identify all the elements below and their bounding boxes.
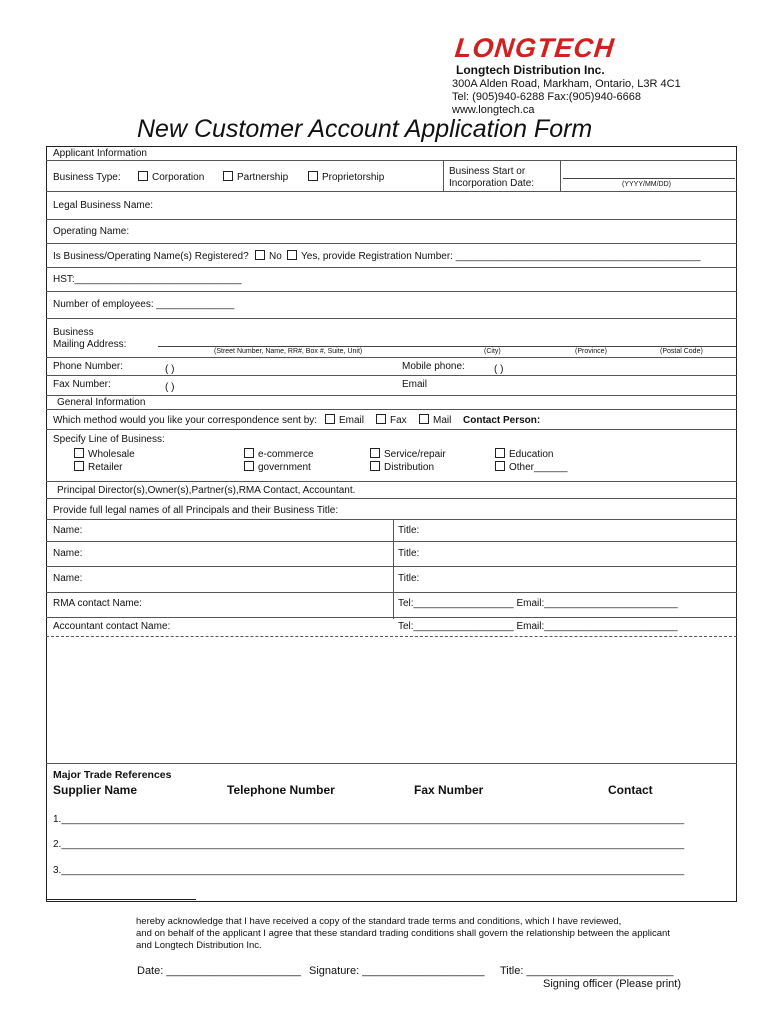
reference-row-1[interactable]: 1.________________________________________________________________________________________________________________ (53, 814, 685, 825)
col-contact: Contact (608, 783, 653, 797)
addr-postal-hint: (Postal Code) (660, 348, 703, 355)
section-principals: Principal Director(s),Owner(s),Partner(s),RMA Contact, Accountant. (57, 485, 356, 496)
operating-name-field[interactable]: Operating Name: (53, 226, 130, 237)
checkbox-icon[interactable] (74, 448, 84, 458)
rma-tel-email[interactable]: Tel:__________________ Email:________________________ (398, 598, 678, 609)
checkbox-icon[interactable] (255, 250, 265, 260)
method-mail[interactable]: Mail (419, 414, 451, 426)
line-other[interactable]: Other______ (495, 461, 567, 473)
checkbox-icon[interactable] (138, 171, 148, 181)
checkbox-icon[interactable] (325, 414, 335, 424)
email-field[interactable]: Email (402, 379, 428, 390)
business-type-corporation[interactable]: Corporation (138, 171, 204, 183)
principal-name-1[interactable]: Name: (53, 525, 83, 536)
mobile-field[interactable]: Mobile phone: (402, 361, 465, 372)
col-telephone-number: Telephone Number (227, 783, 335, 797)
correspondence-question: Which method would you like your correspondence sent by: (53, 415, 318, 426)
registered-no[interactable]: No (255, 250, 282, 262)
business-type-proprietorship[interactable]: Proprietorship (308, 171, 384, 183)
form-title: New Customer Account Application Form (137, 115, 593, 143)
registered-question: Is Business/Operating Name(s) Registered? (53, 251, 249, 262)
signature-field[interactable]: Signature: ____________________ (309, 965, 485, 977)
business-type-label: Business Type: (53, 172, 121, 183)
rma-contact-field[interactable]: RMA contact Name: (53, 598, 142, 609)
addr-street-hint: (Street Number, Name, RR#, Box #, Suite, Unit) (214, 348, 363, 355)
acknowledgement-line-1: hereby acknowledge that I have received a copy of the standard trade terms and conditions, which I have reviewed, (136, 916, 622, 927)
principals-instruction: Provide full legal names of all Principals and their Business Title: (53, 505, 339, 516)
line-retailer[interactable]: Retailer (74, 461, 122, 473)
trade-references-heading: Major Trade References (53, 769, 172, 781)
title-field[interactable]: Title: ________________________ (500, 965, 674, 977)
line-distribution[interactable]: Distribution (370, 461, 434, 473)
checkbox-icon[interactable] (244, 448, 254, 458)
checkbox-icon[interactable] (495, 448, 505, 458)
checkbox-icon[interactable] (244, 461, 254, 471)
company-website: www.longtech.ca (452, 104, 535, 116)
signing-officer-hint: Signing officer (Please print) (543, 978, 681, 990)
reference-row-2[interactable]: 2.________________________________________________________________________________________________________________ (53, 839, 685, 850)
section-applicant: Applicant Information (53, 148, 147, 159)
company-logo: LONGTECH (453, 33, 617, 63)
checkbox-icon[interactable] (370, 461, 380, 471)
mailing-label: Business (53, 327, 94, 338)
phone-field[interactable]: Phone Number: (53, 361, 124, 372)
company-address: 300A Alden Road, Markham, Ontario, L3R 4C1 (452, 78, 681, 90)
principal-title-1[interactable]: Title: (398, 525, 420, 536)
principal-name-3[interactable]: Name: (53, 573, 83, 584)
date-format: (YYYY/MM/DD) (622, 181, 671, 188)
date-field[interactable]: Date: ______________________ (137, 965, 301, 977)
checkbox-icon[interactable] (287, 250, 297, 260)
col-supplier-name: Supplier Name (53, 783, 138, 797)
checkbox-icon[interactable] (376, 414, 386, 424)
acknowledgement-line-2: and on behalf of the applicant I agree that these standard trading conditions shall govern the relationship between the applicant (136, 928, 670, 939)
line-education[interactable]: Education (495, 448, 553, 460)
method-email[interactable]: Email (325, 414, 364, 426)
checkbox-icon[interactable] (223, 171, 233, 181)
line-service-repair[interactable]: Service/repair (370, 448, 446, 460)
contact-person-field[interactable]: Contact Person: (463, 415, 541, 426)
principal-name-2[interactable]: Name: (53, 548, 83, 559)
checkbox-icon[interactable] (74, 461, 84, 471)
method-fax[interactable]: Fax (376, 414, 407, 426)
addr-province-hint: (Province) (575, 348, 607, 355)
company-phone: Tel: (905)940-6288 Fax:(905)940-6668 (452, 91, 641, 103)
col-fax-number: Fax Number (414, 783, 484, 797)
fax-field[interactable]: Fax Number: (53, 379, 111, 390)
line-government[interactable]: government (244, 461, 311, 473)
accountant-tel-email[interactable]: Tel:__________________ Email:________________________ (398, 621, 678, 632)
principal-title-2[interactable]: Title: (398, 548, 420, 559)
checkbox-icon[interactable] (308, 171, 318, 181)
checkbox-icon[interactable] (495, 461, 505, 471)
hst-field[interactable]: HST:______________________________ (53, 274, 242, 285)
employees-field[interactable]: Number of employees: ______________ (53, 299, 235, 310)
start-date-label: Business Start or (449, 166, 526, 177)
business-type-partnership[interactable]: Partnership (223, 171, 288, 183)
acknowledgement-line-3: and Longtech Distribution Inc. (136, 940, 262, 951)
line-ecommerce[interactable]: e-commerce (244, 448, 314, 460)
accountant-contact-field[interactable]: Accountant contact Name: (53, 621, 171, 632)
line-of-business-label: Specify Line of Business: (53, 434, 165, 445)
addr-city-hint: (City) (484, 348, 501, 355)
checkbox-icon[interactable] (370, 448, 380, 458)
registered-yes[interactable]: Yes, provide Registration Number: ____________________________________________ (287, 250, 700, 262)
principal-title-3[interactable]: Title: (398, 573, 420, 584)
legal-name-field[interactable]: Legal Business Name: (53, 200, 154, 211)
checkbox-icon[interactable] (419, 414, 429, 424)
line-wholesale[interactable]: Wholesale (74, 448, 135, 460)
section-general: General Information (57, 397, 146, 408)
company-name: Longtech Distribution Inc. (456, 63, 605, 77)
reference-row-3[interactable]: 3.________________________________________________________________________________________________________________ (53, 865, 685, 876)
